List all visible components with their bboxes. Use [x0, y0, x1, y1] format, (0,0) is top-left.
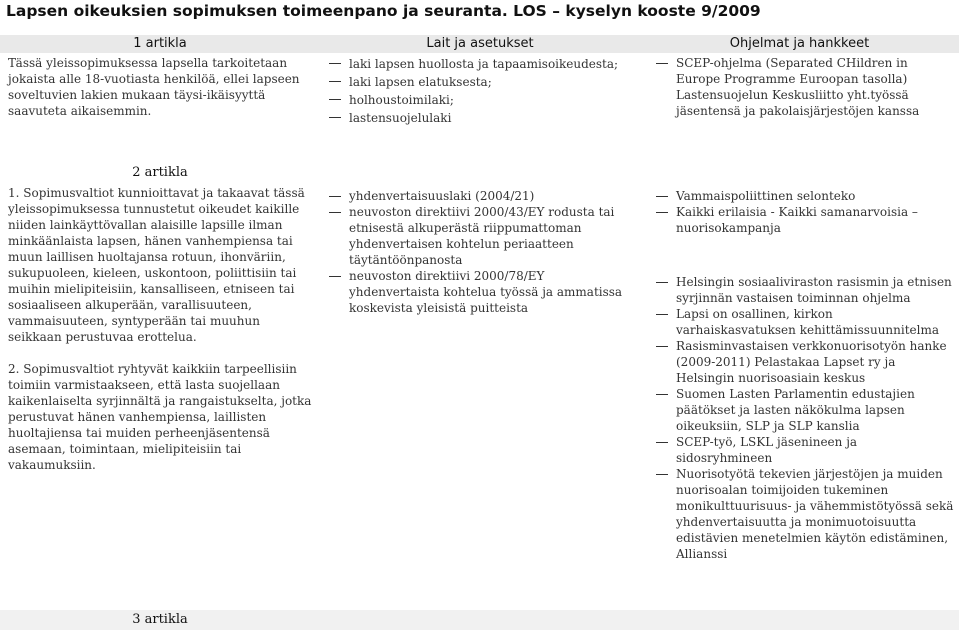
list-item: Helsingin sosiaaliviraston rasismin ja etnisen syrjinnän vastaisen toiminnan ohjelma [654, 274, 954, 306]
list-item: neuvoston direktiivi 2000/78/EY yhdenvertaista kohtelua työssä ja ammatissa koskevista yleisistä puitteista [327, 268, 637, 316]
article1-programs-cell [654, 55, 954, 119]
table-header [0, 35, 959, 53]
list-item: Vammaispoliittinen selonteko [654, 188, 954, 204]
article2-laws-list [327, 188, 637, 316]
page-title: Lapsen oikeuksien sopimuksen toimeenpano ja seuranta. LOS – kyselyn kooste 9/2009 [6, 2, 761, 20]
article3-row [0, 610, 959, 630]
list-item: laki lapsen huollosta ja tapaamisoikeudesta; [327, 55, 632, 73]
list-item: neuvoston direktiivi 2000/43/EY rodusta tai etnisestä alkuperästä riippumattoman yhdenvertaisen kohtelun periaatteen täytäntöönpanosta [327, 204, 637, 268]
article2-programs-list-a [654, 188, 954, 236]
header-programs: Ohjelmat ja hankkeet [729, 36, 870, 51]
list-item: SCEP-työ, LSKL jäsenineen ja sidosryhmineen [654, 434, 954, 466]
article2-laws-cell [327, 188, 637, 316]
article3-title: 3 artikla [132, 612, 188, 627]
article2-text-cell [8, 185, 313, 473]
article2-programs-list-b [654, 274, 954, 562]
header-laws: Lait ja asetukset [426, 36, 534, 51]
article1-programs-list [654, 55, 954, 119]
article1-text-cell [8, 55, 308, 119]
list-item: yhdenvertaisuuslaki (2004/21) [327, 188, 637, 204]
list-item: SCEP-ohjelma (Separated CHildren in Europe Programme Euroopan tasolla) Lastensuojelun Keskusliitto yht.työssä jäsentensä ja pakolaisjärjestöjen kanssa [654, 55, 954, 119]
header-article: 1 artikla [133, 36, 187, 51]
list-item: Lapsi on osallinen, kirkon varhaiskasvatuksen kehittämissuunnitelma [654, 306, 954, 338]
article1-laws-list [327, 55, 632, 127]
list-item: Suomen Lasten Parlamentin edustajien päätökset ja lasten näkökulma lapsen oikeuksiin, SLP ja SLP kanslia [654, 386, 954, 434]
list-item: holhoustoimilaki; [327, 91, 632, 109]
list-item: Rasisminvastaisen verkkonuorisotyön hanke (2009-2011) Pelastakaa Lapset ry ja Helsingin nuorisoasiain keskus [654, 338, 954, 386]
article2-para1: 1. Sopimusvaltiot kunnioittavat ja takaavat tässä yleissopimuksessa tunnustetut oikeudet kaikille niiden lainkäyttövallan alaisille lapsille ilman minkäänlaista lapsen, hänen vanhempiensa tai muun laillisen huoltajansa rotuun, ihonväriin, sukupuoleen, kieleen, uskontoon, poliittisiin tai muihin mielipiteisiin, kansalliseen, etniseen tai sosiaaliseen alkuperään, varallisuuteen, vammaisuuteen, syntyperään tai muuhun seikkaan perustuvaa erottelua. [8, 186, 305, 344]
article2-programs-cell [654, 188, 954, 562]
list-item: Kaikki erilaisia - Kaikki samanarvoisia – nuorisokampanja [654, 204, 954, 236]
article1-laws-cell [327, 55, 632, 127]
article2-para2: 2. Sopimusvaltiot ryhtyvät kaikkiin tarpeellisiin toimiin varmistaakseen, että lasta suojellaan kaikenlaiselta syrjinnältä ja rangaistukselta, jotka perustuvat hänen vanhempiensa, laillisten huoltajiensa tai muiden perheenjäsentensä asemaan, toimintaan, mielipiteisiin tai vakaumuksiin. [8, 362, 312, 472]
article2-title: 2 artikla [132, 165, 188, 180]
article1-text: Tässä yleissopimuksessa lapsella tarkoitetaan jokaista alle 18-vuotiasta henkilöä, ellei lapseen soveltuvien lakien mukaan täysi-ikäisyyttä saavuteta aikaisemmin. [8, 56, 300, 118]
list-item: lastensuojelulaki [327, 109, 632, 127]
list-item: laki lapsen elatuksesta; [327, 73, 632, 91]
list-item: Nuorisotyötä tekevien järjestöjen ja muiden nuorisoalan toimijoiden tukeminen monikulttuurisuus- ja vähemmistötyössä sekä yhdenvertaisuutta ja monimuotoisuutta edistävien menetelmien käytön edistäminen, Allianssi [654, 466, 954, 562]
